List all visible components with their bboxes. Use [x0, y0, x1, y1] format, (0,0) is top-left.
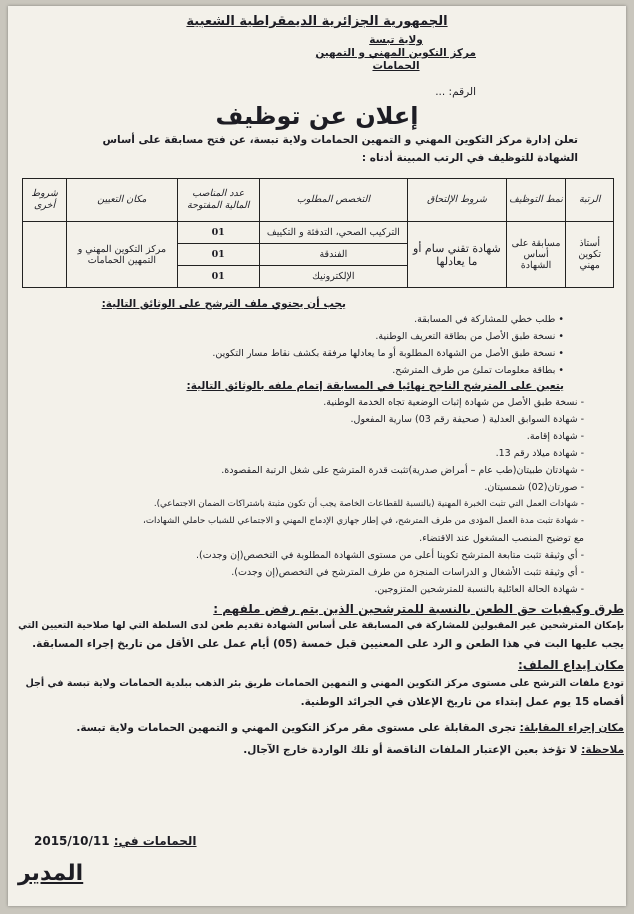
col-condition: شروط الإلتحاق — [408, 179, 507, 222]
list-item: - أي وثيقة تثبت متابعة المترشح تكوينا أعلى من مستوى الشهادة المطلوبة في التخصص(إن وجدت). — [143, 547, 584, 564]
org-line-hammamet: الحمامات — [372, 60, 420, 72]
list-item: - نسخة طبق الأصل من شهادة إثبات الوضعية تجاه الخدمة الوطنية. — [143, 394, 584, 411]
cell-count: 01 — [177, 222, 259, 244]
appeal-heading: طرق وكيفيات حق الطعن بالنسبة للمترشحين الذين يتم رفض ملفهم : — [213, 602, 624, 616]
interview-text: تجرى المقابلة على مستوى مقر مركز التكوين المهني و التمهين الحمامات ولاية تبسة. — [76, 722, 516, 734]
list-item: - صورتان(02) شمسيتان. — [143, 479, 584, 496]
list-item: • نسخة طبق الأصل من الشهادة المطلوبة أو ما يعادلها مرفقة بكشف نقاط مسار التكوين. — [212, 345, 564, 362]
list-item: • طلب خطي للمشاركة في المسابقة. — [212, 311, 564, 328]
complete-file-list — [143, 394, 584, 598]
documents-list — [212, 311, 564, 379]
list-item: - شهادتان طبيتان(طب عام – أمراض صدرية)تثبت قدرة المترشح على شغل الرتبة المقصودة. — [143, 462, 584, 479]
col-other: شروط أخرى — [23, 179, 67, 222]
cell-specialty: التركيب الصحي، التدفئة و التكييف — [259, 222, 407, 244]
col-location: مكان التعيين — [67, 179, 177, 222]
col-specialty: التخصص المطلوب — [259, 179, 407, 222]
recruitment-table — [22, 178, 614, 288]
section-complete-file-heading: يتعين على المترشح الناجح نهائيا في المسابقة إتمام ملفه بالوثائق التالية: — [186, 380, 564, 392]
signature-date — [34, 834, 197, 848]
col-count: عدد المناصب المالية المفتوحة — [177, 179, 259, 222]
note-text: لا تؤخذ بعين الإعتبار الملفات الناقصة أو تلك الواردة خارج الآجال. — [243, 744, 578, 756]
document-page — [8, 6, 626, 906]
cell-specialty: الفندقة — [259, 244, 407, 266]
col-rank: الرتبة — [566, 179, 614, 222]
reference-number: الرقم: ... — [435, 86, 476, 98]
date-place-label: الحمامات في: — [113, 834, 197, 848]
table-header-row — [23, 179, 614, 222]
interview-label: مكان إجراء المقابلة: — [519, 722, 624, 734]
org-line-wilaya: ولاية تبسة — [369, 34, 423, 46]
organization-block — [316, 34, 476, 73]
intro-line-1: تعلن إدارة مركز التكوين المهني و التمهين الحمامات ولاية تبسة، عن فتح مسابقة على أساس — [102, 134, 578, 146]
list-item: • نسخة طبق الأصل من بطاقة التعريف الوطنية. — [212, 328, 564, 345]
cell-other — [23, 222, 67, 288]
cell-count: 01 — [177, 244, 259, 266]
deposit-line-1: تودع ملفات الترشح على مستوى مركز التكوين المهني و التمهين الحمامات طريق بئر الذهب ببلدية الحمامات ولاية تبسة في أجل — [25, 678, 624, 689]
list-item: - شهادة الحالة العائلية بالنسبة للمترشحين المتزوجين. — [143, 581, 584, 598]
cell-rank: أستاذ تكوين مهني — [566, 222, 614, 288]
announcement-title: إعلان عن توظيف — [215, 102, 419, 130]
list-item: - شهادة تثبت مدة العمل المؤدى من طرف المترشح، في إطار جهازي الإدماج المهني و الاجتماعي للشباب حاملي الشهادات، — [143, 513, 584, 530]
list-item: - شهادات العمل التي تثبت الخبرة المهنية (بالنسبة للقطاعات الخاصة يجب أن تكون مثبتة باشتراكات الضمان الاجتماعي). — [143, 496, 584, 513]
org-line-center: مركز التكوين المهني و التمهين — [315, 47, 476, 59]
list-item: - شهادة السوابق العدلية ( صحيفة رقم 03) سارية المفعول. — [143, 411, 584, 428]
cell-specialty: الإلكترونيك — [259, 266, 407, 288]
intro-line-2: الشهادة للتوظيف في الرتب المبينة أدناه : — [361, 152, 578, 164]
list-item: • بطاقة معلومات تملئ من طرف المترشح. — [212, 362, 564, 379]
list-item: - شهادة ميلاد رقم 13. — [143, 445, 584, 462]
list-item: مع توضيح المنصب المشغول عند الاقتضاء. — [419, 533, 584, 544]
cell-mode: مسابقة على أساس الشهادة — [506, 222, 566, 288]
cell-condition: شهادة تقني سام أو ما يعادلها — [408, 222, 507, 288]
deposit-line-2: أقصاه 15 يوم عمل إبتداء من تاريخ الإعلان في الجرائد الوطنية. — [300, 696, 624, 708]
date-value: 2015/10/11 — [34, 834, 110, 848]
section-documents-heading: يجب أن يحتوي ملف الترشح على الوثائق التالية: — [101, 298, 346, 310]
note-paragraph — [243, 744, 624, 756]
table-row — [23, 222, 614, 244]
col-mode: نمط التوظيف — [506, 179, 566, 222]
interview-paragraph — [76, 722, 624, 734]
cell-location: مركز التكوين المهني و التمهين الحمامات — [67, 222, 177, 288]
cell-count: 01 — [177, 266, 259, 288]
list-item: - شهادة إقامة. — [143, 428, 584, 445]
appeal-line-2: يجب عليها البت في هذا الطعن و الرد على المعنيين قبل خمسة (05) أيام عمل على الأقل من تاريخ إجراء المسابقة. — [32, 638, 624, 650]
appeal-line-1: بإمكان المترشحين غير المقبولين للمشاركة في المسابقة على أساس الشهادة تقديم طعن لدى السلطة التي لها صلاحية التعيين التي — [18, 620, 624, 631]
deposit-heading: مكان إيداع الملف: — [517, 658, 624, 672]
note-label: ملاحظة: — [581, 744, 624, 756]
director-signature: المدير — [18, 861, 84, 886]
list-item: - أي وثيقة تثبت الأشغال و الدراسات المنجزة من طرف المترشح في التخصص(إن وجدت). — [143, 564, 584, 581]
republic-header: الجمهورية الجزائرية الديمقراطية الشعبية — [186, 14, 448, 29]
